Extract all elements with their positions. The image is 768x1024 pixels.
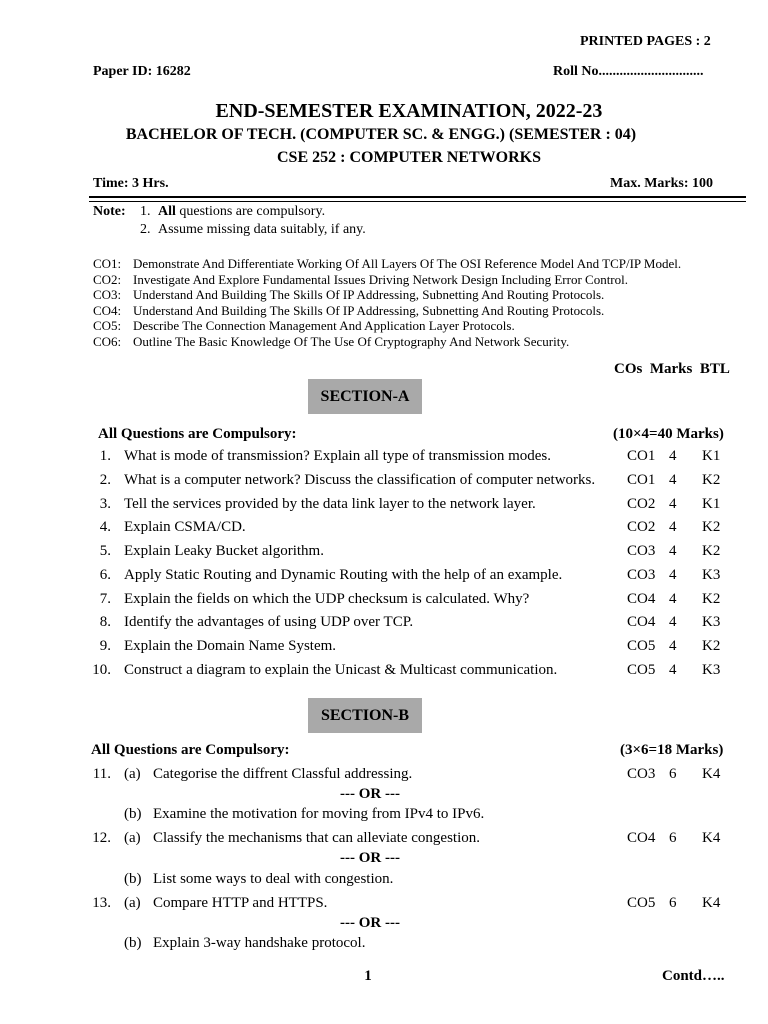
- question-row: 6. Apply Static Routing and Dynamic Routing with the help of an example. CO3 4 K3: [99, 567, 721, 583]
- question-row: (b) List some ways to deal with congestion.: [124, 871, 394, 887]
- time-allowed: Time: 3 Hrs.: [93, 176, 169, 191]
- course-title: CSE 252 : COMPUTER NETWORKS: [276, 149, 542, 166]
- section-a-instruction: All Questions are Compulsory:: [98, 426, 297, 442]
- question-row: 7. Explain the fields on which the UDP checksum is calculated. Why? CO4 4 K2: [99, 591, 721, 607]
- section-b-instruction: All Questions are Compulsory:: [91, 742, 290, 758]
- columns-header: COs Marks BTL: [614, 361, 730, 377]
- question-row: (b) Explain 3-way handshake protocol.: [124, 935, 366, 951]
- question-row: 2. What is a computer network? Discuss the classification of computer networks. CO1 4 K2: [99, 472, 721, 488]
- note-item-1-number: 1.: [140, 204, 151, 219]
- question-row: 10. Construct a diagram to explain the Unicast & Multicast communication. CO5 4 K3: [92, 662, 721, 678]
- course-outcome-item: CO1: Demonstrate And Differentiate Working Of All Layers Of The OSI Reference Model And TCP/IP Model.: [93, 256, 682, 271]
- note-item-2-text: Assume missing data suitably, if any.: [158, 222, 366, 237]
- question-row: 5. Explain Leaky Bucket algorithm. CO3 4 K2: [99, 543, 721, 559]
- question-row: (b) Examine the motivation for moving from IPv4 to IPv6.: [124, 806, 485, 822]
- page-number: 1: [364, 968, 372, 984]
- note-item-2-number: 2.: [140, 222, 151, 237]
- or-separator: --- OR ---: [340, 786, 400, 802]
- section-a-marks: (10×4=40 Marks): [613, 426, 724, 442]
- question-row: 9. Explain the Domain Name System. CO5 4 K2: [99, 638, 721, 654]
- roll-no: Roll No..............................: [553, 64, 704, 79]
- question-row: 1. What is mode of transmission? Explain all type of transmission modes. CO1 4 K1: [99, 448, 721, 464]
- question-row: 4. Explain CSMA/CD. CO2 4 K2: [99, 519, 721, 535]
- note-item-2: [140, 222, 366, 238]
- note-item-1: [140, 204, 325, 220]
- course-outcome-item: CO4: Understand And Building The Skills Of IP Addressing, Subnetting And Routing Protocols.: [93, 302, 605, 318]
- printed-pages: PRINTED PAGES : 2: [580, 34, 711, 49]
- course-outcome-item: CO5: Describe The Connection Management And Application Layer Protocols.: [93, 318, 515, 334]
- note-block: [93, 204, 126, 220]
- note-label: Note:: [93, 204, 126, 219]
- course-outcome-item: CO2: Investigate And Explore Fundamental Issues Driving Network Design Including Error Control.: [93, 271, 628, 287]
- section-b-title: SECTION-B: [308, 698, 422, 733]
- or-separator: --- OR ---: [340, 915, 400, 931]
- question-row: 3. Tell the services provided by the data link layer to the network layer. CO2 4 K1: [99, 496, 721, 512]
- header-rule-thick: [89, 196, 746, 198]
- or-separator: --- OR ---: [340, 850, 400, 866]
- section-a-title: SECTION-A: [308, 379, 422, 414]
- question-row: 8. Identify the advantages of using UDP over TCP. CO4 4 K3: [99, 614, 721, 630]
- continued-label: Contd…..: [662, 968, 725, 984]
- max-marks: Max. Marks: 100: [610, 176, 714, 191]
- course-outcome-item: CO3: Understand And Building The Skills Of IP Addressing, Subnetting And Routing Protocols.: [93, 287, 605, 303]
- section-b-marks: (3×6=18 Marks): [620, 742, 724, 758]
- question-row: 12. (a) Classify the mechanisms that can alleviate congestion. CO4 6 K4: [92, 830, 721, 846]
- course-outcome-item: CO6: Outline The Basic Knowledge Of The Use Of Cryptography And Network Security.: [93, 333, 570, 349]
- note-item-1-bold: All: [158, 204, 176, 219]
- header-rule-thin: [89, 201, 746, 202]
- paper-id: Paper ID: 16282: [93, 64, 191, 79]
- note-item-1-text: questions are compulsory.: [175, 204, 326, 219]
- question-row: 13. (a) Compare HTTP and HTTPS. CO5 6 K4: [92, 895, 721, 911]
- program-title: BACHELOR OF TECH. (COMPUTER SC. & ENGG.) (SEMESTER : 04): [125, 126, 637, 143]
- exam-title: END-SEMESTER EXAMINATION, 2022-23: [215, 100, 603, 122]
- course-outcomes-list: [93, 256, 681, 350]
- question-row: 11. (a) Categorise the diffrent Classful addressing. CO3 6 K4: [92, 766, 721, 782]
